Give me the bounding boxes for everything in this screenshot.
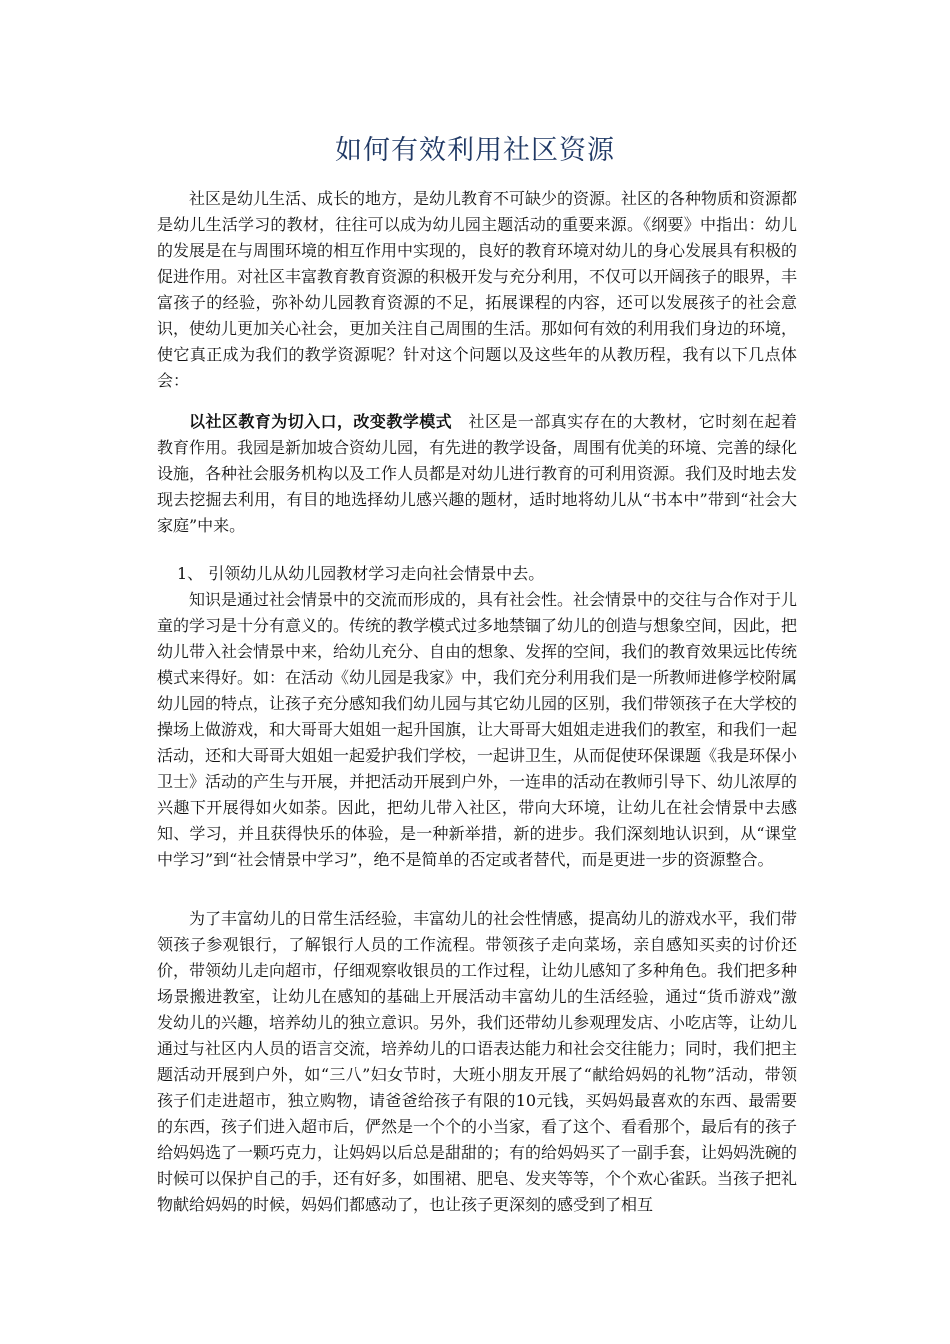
item1-heading: 1、 引领幼儿从幼儿园教材学习走向社会情景中去。 bbox=[177, 564, 545, 583]
intro-paragraph: 社区是幼儿生活、成长的地方，是幼儿教育不可缺少的资源。社区的各种物质和资源都是幼儿生活学习的教材，往往可以成为幼儿园主题活动的重要来源。《纲要》中指出：幼儿的发展是在与周围环境的相互作用中实现的，良好的教育环境对幼儿的身心发展具有积极的促进作用。对社区丰富教育教育资源的积极开发与充分利用，不仅可以开阔孩子的眼界，丰富孩子的经验，弥补幼儿园教育资源的不足，拓展课程的内容，还可以发展孩子的社会意识，使幼儿更加关心社会，更加关注自己周围的生活。那如何有效的利用我们身边的环境，使它真正成为我们的教学资源呢？针对这个问题以及这些年的从教历程，我有以下几点体会： bbox=[157, 189, 798, 390]
section1-paragraph bbox=[157, 409, 797, 539]
section1-heading: 以社区教育为切入口，改变教学模式 bbox=[189, 412, 453, 431]
section1-block bbox=[157, 409, 797, 539]
item1-block bbox=[157, 561, 797, 873]
document-title: 如何有效利用社区资源 bbox=[335, 135, 615, 166]
intro-block bbox=[157, 186, 797, 394]
section1-text: 社区是一部真实存在的大教材，它时刻在起着教育作用。我园是新加坡合资幼儿园，有先进的教学设备，周围有优美的环境、完善的绿化设施，各种社会服务机构以及工作人员都是对幼儿进行教育的可利用资源。我们及时地去发现去挖掘去利用，有目的地选择幼儿感兴趣的题材，适时地将幼儿从“书本中”带到“社会大家庭”中来。 bbox=[157, 412, 798, 535]
paragraph-block bbox=[157, 906, 797, 1218]
paragraph-4: 为了丰富幼儿的日常生活经验，丰富幼儿的社会性情感，提高幼儿的游戏水平，我们带领孩子参观银行，了解银行人员的工作流程。带领孩子走向菜场，亲自感知买卖的讨价还价，带领幼儿走向超市，仔细观察收银员的工作过程，让幼儿感知了多种角色。我们把多种场景搬进教室，让幼儿在感知的基础上开展活动丰富幼儿的生活经验，通过“货币游戏”激发幼儿的兴趣，培养幼儿的独立意识。另外，我们还带幼儿参观理发店、小吃店等，让幼儿通过与社区内人员的语言交流，培养幼儿的口语表达能力和社会交往能力；同时，我们把主题活动开展到户外，如“三八”妇女节时，大班小朋友开展了“献给妈妈的礼物”活动，带领孩子们走进超市，独立购物，请爸爸给孩子有限的10元钱，买妈妈最喜欢的东西、最需要的东西，孩子们进入超市后，俨然是一个个的小当家，看了这个、看看那个，最后有的孩子给妈妈选了一颗巧克力，让妈妈以后总是甜甜的；有的给妈妈买了一副手套，让妈妈洗碗的时候可以保护自己的手，还有好多，如围裙、肥皂、发夹等等，个个欢心雀跃。当孩子把礼物献给妈妈的时候，妈妈们都感动了，也让孩子更深刻的感受到了相互 bbox=[157, 909, 798, 1214]
item1-paragraph: 知识是通过社会情景中的交流而形成的，具有社会性。社会情景中的交往与合作对于儿童的学习是十分有意义的。传统的教学模式过多地禁锢了幼儿的创造与想象空间，因此，把幼儿带入社会情景中来，给幼儿充分、自由的想象、发挥的空间，我们的教育效果远比传统模式来得好。如：在活动《幼儿园是我家》中，我们充分利用我们是一所教师进修学校附属幼儿园的特点，让孩子充分感知我们幼儿园与其它幼儿园的区别，我们带领孩子在大学校的操场上做游戏，和大哥哥大姐姐一起升国旗，让大哥哥大姐姐走进我们的教室，和我们一起活动，还和大哥哥大姐姐一起爱护我们学校，一起讲卫生，从而促使环保课题《我是环保小卫士》活动的产生与开展，并把活动开展到户外，一连串的活动在教师引导下、幼儿浓厚的兴趣下开展得如火如荼。因此，把幼儿带入社区，带向大环境，让幼儿在社会情景中去感知、学习，并且获得快乐的体验，是一种新举措，新的进步。我们深刻地认识到，从“课堂中学习”到“社会情景中学习”，绝不是简单的否定或者替代，而是更进一步的资源整合。 bbox=[157, 590, 798, 869]
